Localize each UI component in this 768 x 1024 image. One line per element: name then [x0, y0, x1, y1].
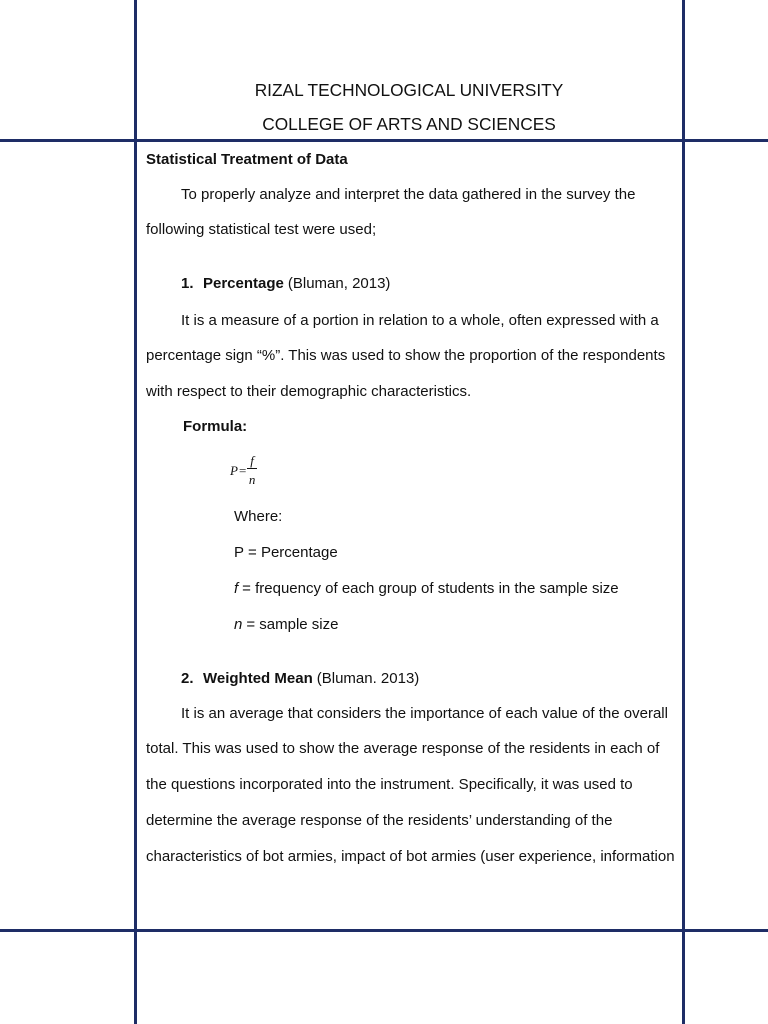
right-margin-line	[682, 0, 685, 1024]
formula-fraction	[247, 454, 257, 487]
paragraph-line: with respect to their demographic characteristics.	[146, 383, 472, 400]
item-heading-percentage	[181, 274, 390, 294]
bottom-margin-line	[0, 929, 768, 932]
item-number: 2.	[181, 670, 194, 687]
item-term: Percentage	[203, 275, 284, 292]
formula-equals: =	[238, 462, 247, 478]
definition-symbol: n	[234, 616, 243, 633]
university-name: RIZAL TECHNOLOGICAL UNIVERSITY	[254, 80, 564, 100]
definition-text: = frequency of each group of students in the sample size	[242, 580, 619, 597]
formula-denominator: n	[248, 472, 256, 487]
percentage-formula	[230, 454, 257, 487]
paragraph-line: It is a measure of a portion in relation to a whole, often expressed with a	[181, 312, 659, 329]
item-citation: (Bluman, 2013)	[287, 275, 391, 292]
definition-text: = sample size	[246, 616, 339, 633]
paragraph-line: total. This was used to show the average response of the residents in each of	[146, 740, 660, 757]
intro-line-2: following statistical test were used;	[146, 221, 377, 238]
formula-numerator: f	[247, 454, 257, 469]
intro-line-1: To properly analyze and interpret the data gathered in the survey the	[181, 186, 636, 203]
paragraph-line: characteristics of bot armies, impact of bot armies (user experience, information	[146, 848, 675, 865]
item-heading-weighted-mean	[181, 669, 419, 689]
where-label: Where:	[234, 508, 283, 525]
top-margin-line	[0, 139, 768, 142]
paragraph-line: percentage sign “%”. This was used to show the proportion of the respondents	[146, 347, 666, 364]
college-name: COLLEGE OF ARTS AND SCIENCES	[262, 114, 556, 134]
paragraph-line: the questions incorporated into the instrument. Specifically, it was used to	[146, 776, 633, 793]
item-number: 1.	[181, 275, 194, 292]
item-citation: (Bluman. 2013)	[316, 670, 420, 687]
left-margin-line	[134, 0, 137, 1024]
formula-lhs: P	[230, 462, 238, 478]
definition-symbol: P	[234, 544, 245, 561]
item-term: Weighted Mean	[203, 670, 313, 687]
section-title: Statistical Treatment of Data	[146, 151, 348, 168]
paragraph-line: It is an average that considers the importance of each value of the overall	[181, 705, 668, 722]
definition-line	[234, 615, 338, 635]
definition-symbol: f	[234, 580, 239, 597]
definition-line	[234, 543, 338, 563]
formula-label: Formula:	[183, 418, 248, 435]
paragraph-line: determine the average response of the residents’ understanding of the	[146, 812, 613, 829]
definition-text: = Percentage	[248, 544, 338, 561]
definition-line	[234, 579, 619, 599]
